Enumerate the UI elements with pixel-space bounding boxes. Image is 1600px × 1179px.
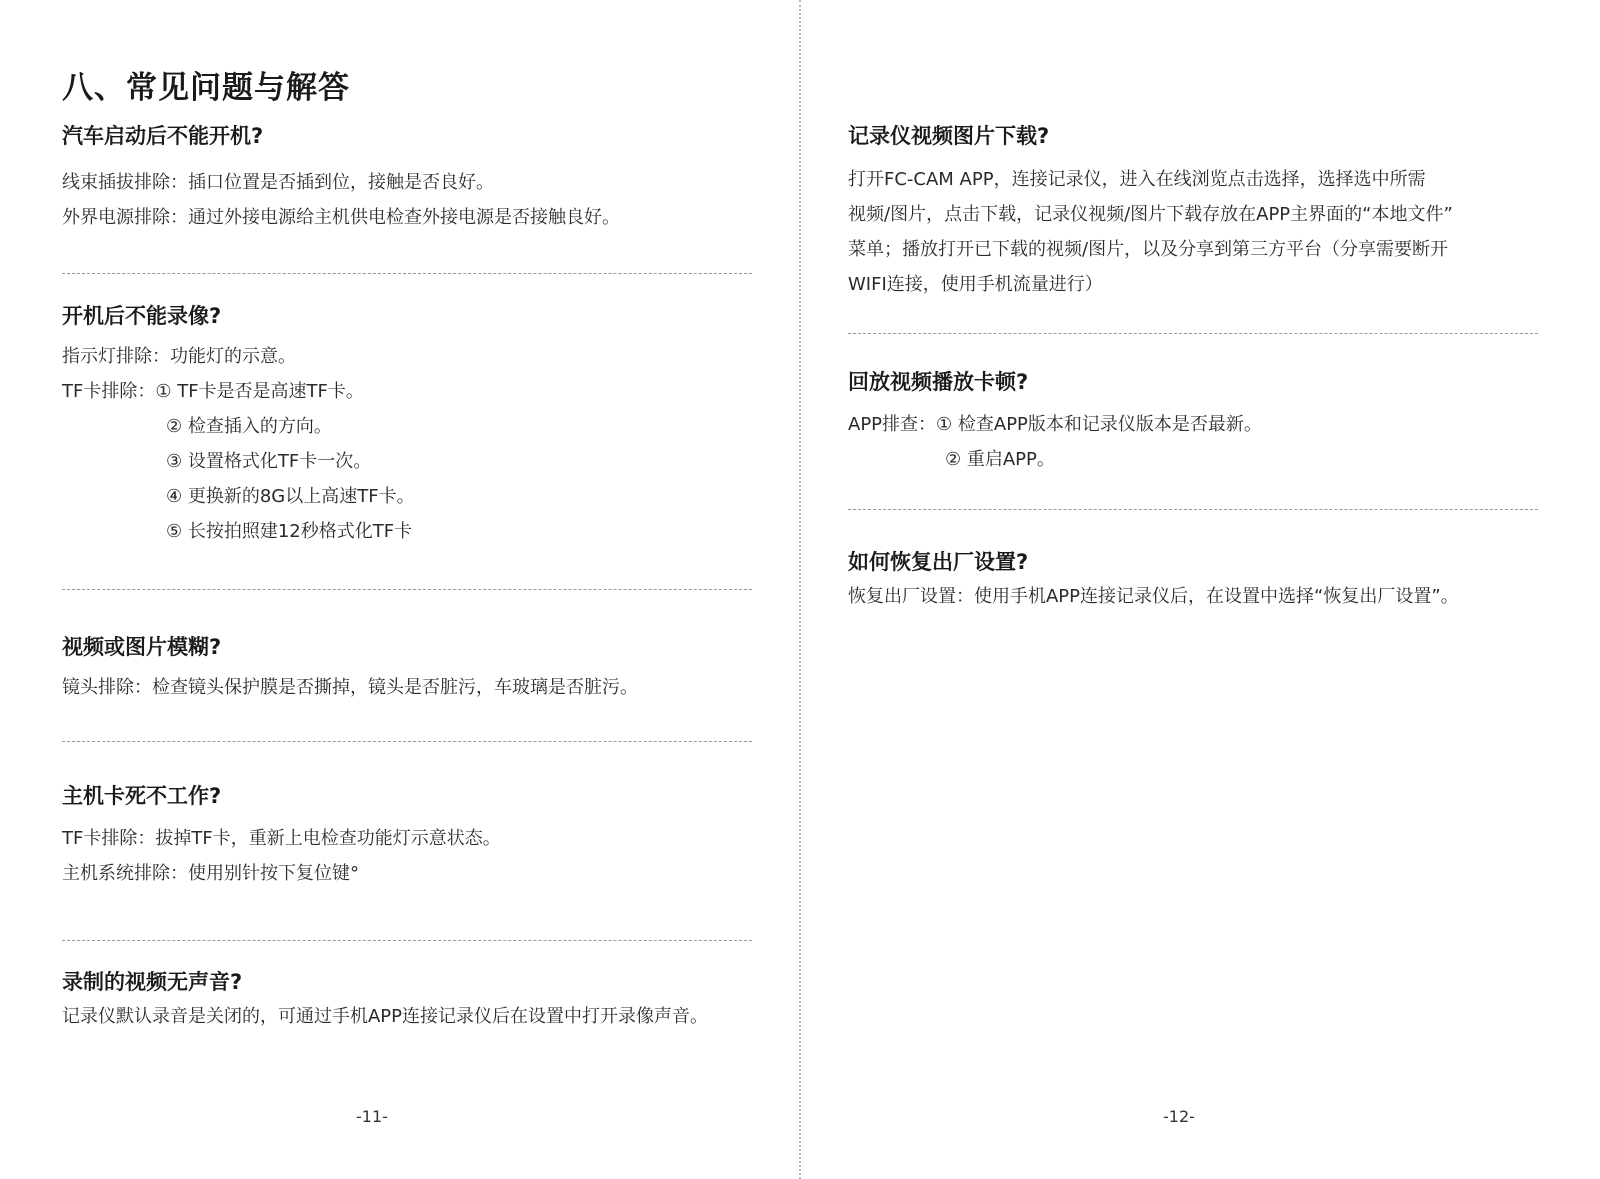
answer-line: ⑤ 长按拍照建12秒格式化TF卡 <box>166 521 413 542</box>
section-divider <box>62 741 752 742</box>
answer-line: ③ 设置格式化TF卡一次。 <box>166 451 372 472</box>
section-divider <box>848 333 1538 334</box>
answer-line: ② 检查插入的方向。 <box>166 416 332 437</box>
answer-line: 记录仪默认录音是关闭的，可通过手机APP连接记录仪后在设置中打开录像声音。 <box>62 1006 709 1027</box>
question-heading: 主机卡死不工作? <box>62 784 222 808</box>
answer-line: TF卡排除：拔掉TF卡，重新上电检查功能灯示意状态。 <box>62 828 501 849</box>
answer-line: APP排查：① 检查APP版本和记录仪版本是否最新。 <box>848 414 1262 435</box>
answer-line: 视频/图片，点击下载，记录仪视频/图片下载存放在APP主界面的“本地文件” <box>848 204 1453 225</box>
answer-line: 打开FC-CAM APP，连接记录仪，进入在线浏览点击选择，选择选中所需 <box>848 169 1426 190</box>
answer-line: 线束插拔排除：插口位置是否插到位，接触是否良好。 <box>62 172 494 193</box>
page-number: -12- <box>1163 1107 1195 1126</box>
answer-line: 外界电源排除：通过外接电源给主机供电检查外接电源是否接触良好。 <box>62 207 620 228</box>
answer-line: ② 重启APP。 <box>945 449 1055 470</box>
question-heading: 回放视频播放卡顿? <box>848 370 1029 394</box>
answer-line: 镜头排除：检查镜头保护膜是否撕掉，镜头是否脏污，车玻璃是否脏污。 <box>62 677 638 698</box>
question-heading: 录制的视频无声音? <box>62 970 243 994</box>
section-divider <box>62 589 752 590</box>
page-number: -11- <box>356 1107 388 1126</box>
section-divider <box>62 940 752 941</box>
answer-line: 恢复出厂设置：使用手机APP连接记录仪后，在设置中选择“恢复出厂设置”。 <box>848 586 1459 607</box>
question-heading: 如何恢复出厂设置? <box>848 550 1029 574</box>
right-page <box>801 0 1600 1179</box>
section-divider <box>62 273 752 274</box>
answer-line: ④ 更换新的8G以上高速TF卡。 <box>166 486 415 507</box>
chapter-title: 八、常见问题与解答 <box>62 70 350 106</box>
answer-line: 指示灯排除：功能灯的示意。 <box>62 346 296 367</box>
question-heading: 开机后不能录像? <box>62 304 222 328</box>
question-heading: 记录仪视频图片下载? <box>848 124 1050 148</box>
answer-line: TF卡排除：① TF卡是否是高速TF卡。 <box>62 381 364 402</box>
answer-line: WIFI连接，使用手机流量进行） <box>848 274 1103 295</box>
section-divider <box>848 509 1538 510</box>
question-heading: 视频或图片模糊? <box>62 635 222 659</box>
answer-line: 主机系统排除：使用别针按下复位键° <box>62 863 359 884</box>
answer-line: 菜单；播放打开已下载的视频/图片，以及分享到第三方平台（分享需要断开 <box>848 239 1449 260</box>
question-heading: 汽车启动后不能开机? <box>62 124 264 148</box>
